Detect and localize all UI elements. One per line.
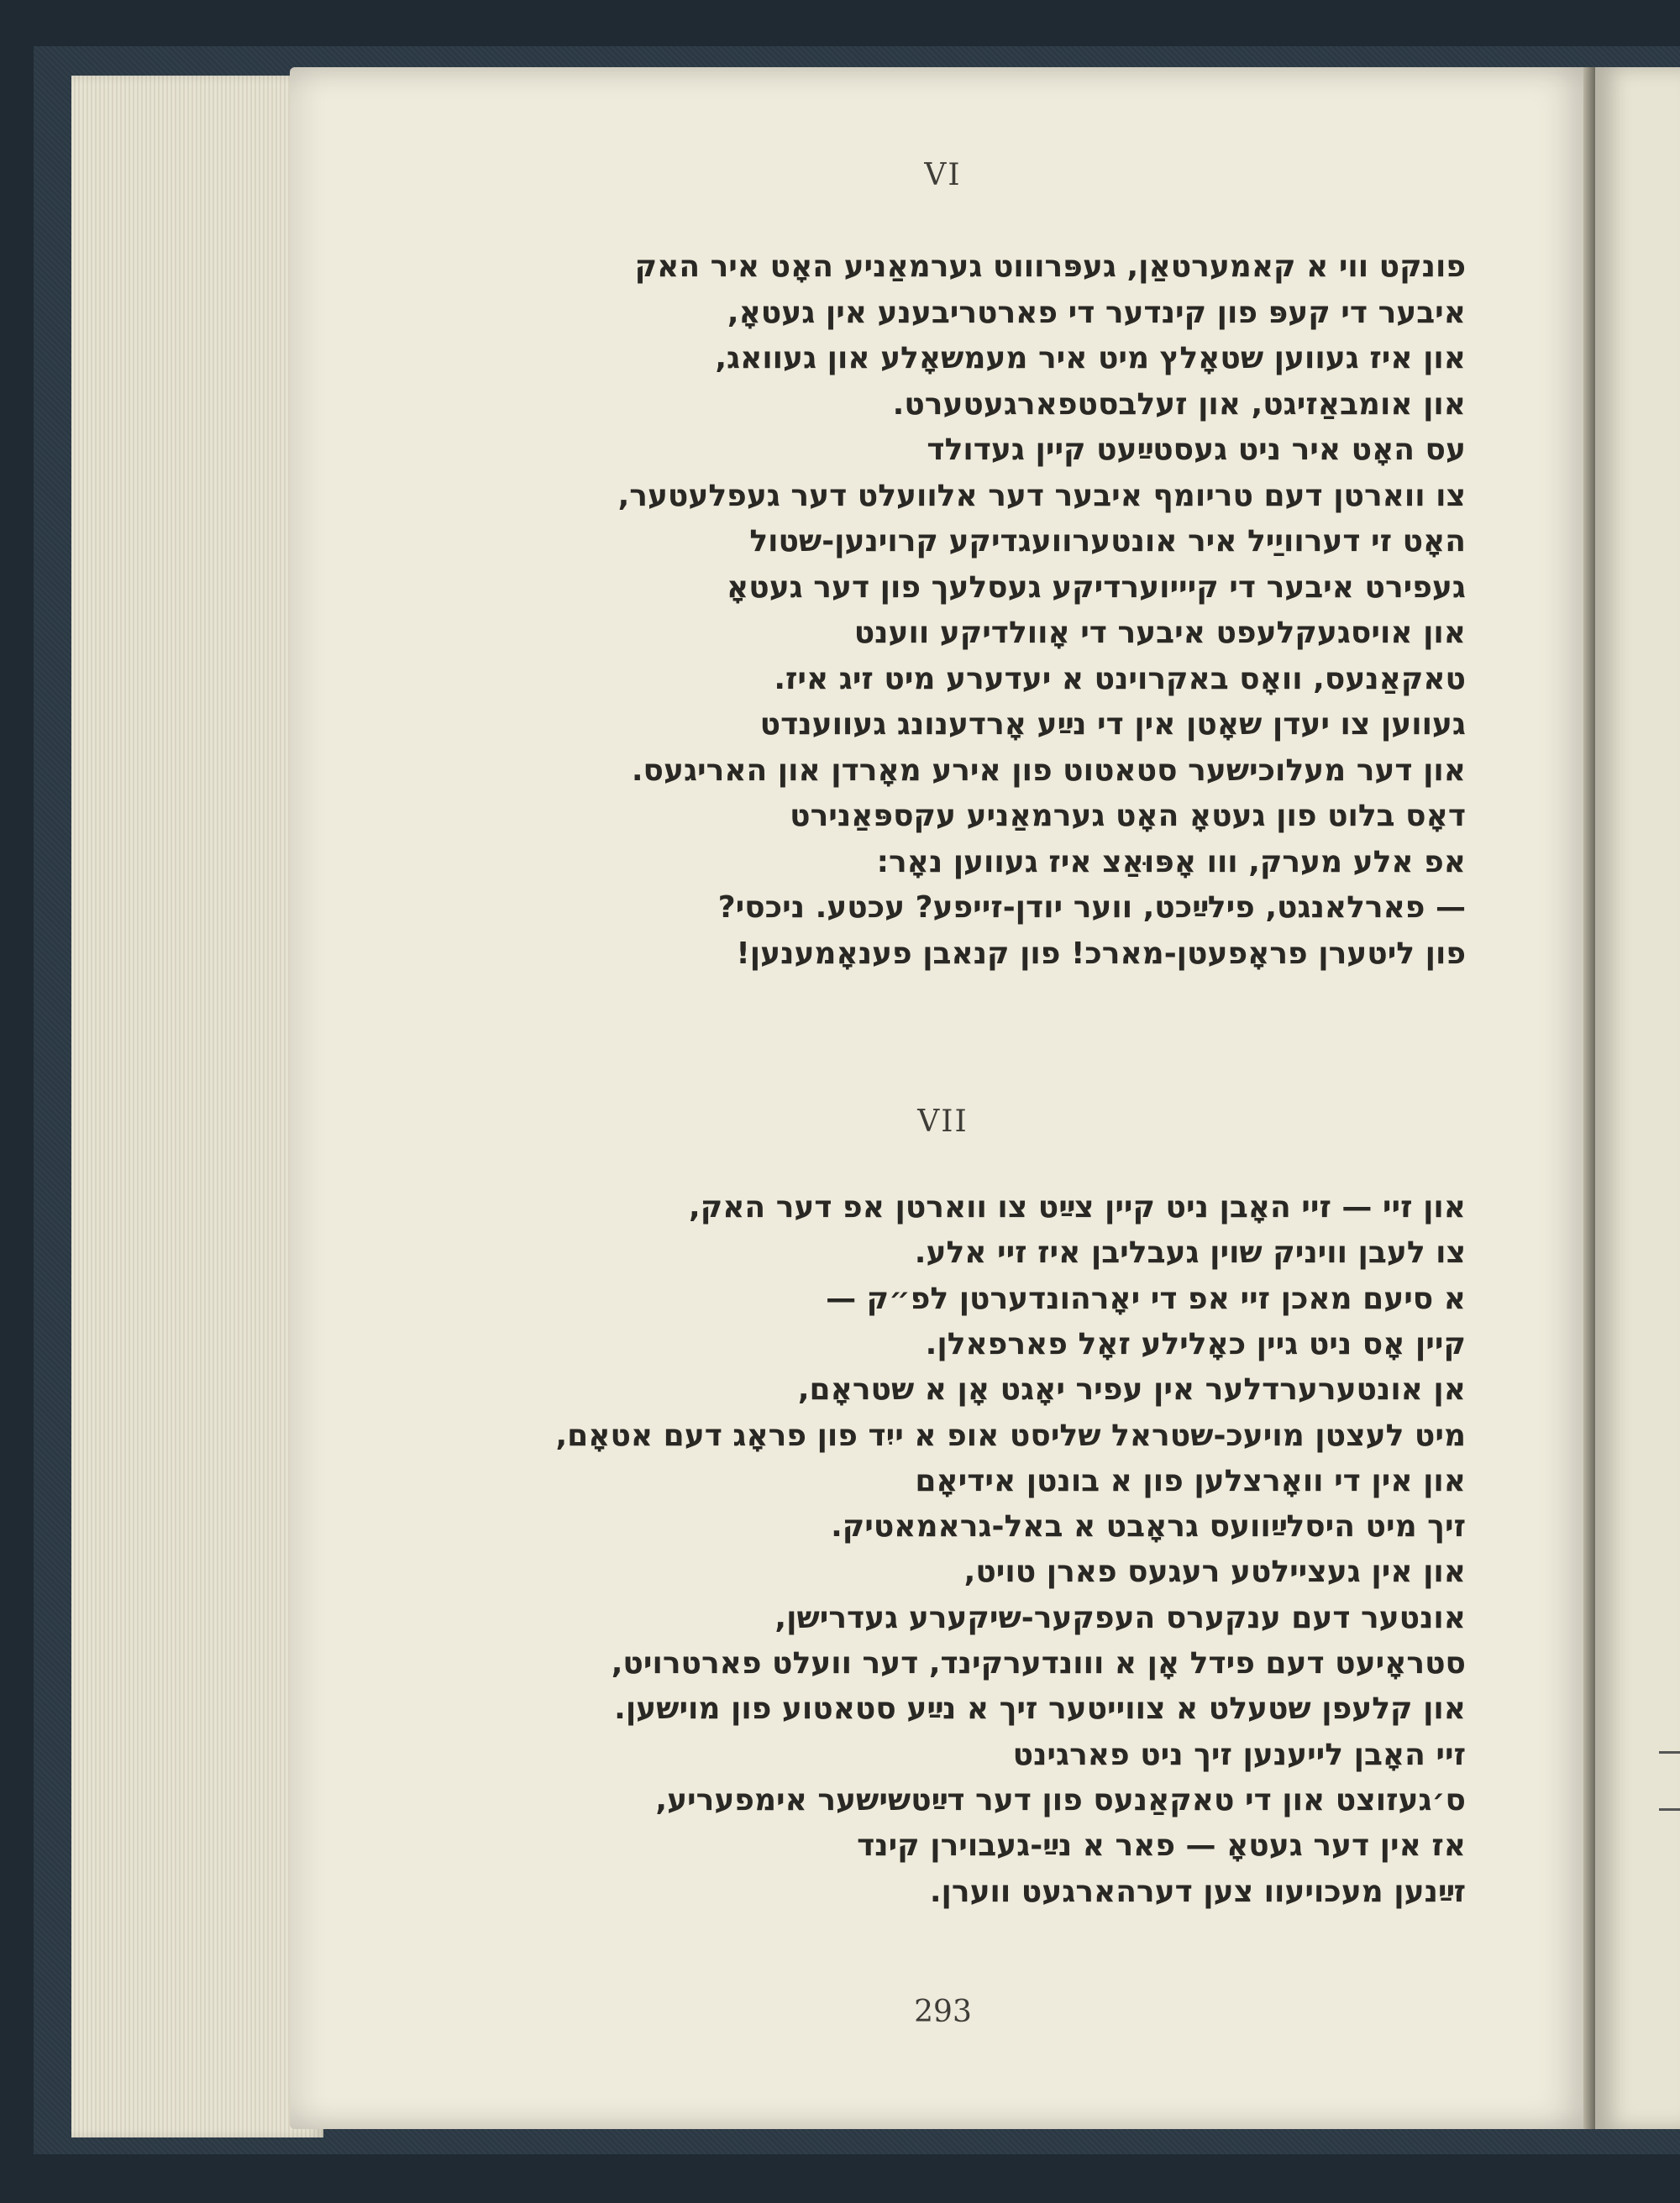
section-vi-line: און איז געווען שטאָלץ מיט איר מעמשאָלע און געוואג, (715, 341, 1466, 375)
section-vii-line: און אין די וואָרצלען פון א בונטן אידיאָם (915, 1463, 1466, 1498)
section-vii-line: מיט לעצטן מויעכ-שטראל שליסט אופ א ייִד פון פראָג דעם אטאָם, (555, 1418, 1466, 1453)
section-vii-line: אז אין דער געטאָ — פאר א נײַ-געבוירן קינד (857, 1828, 1466, 1864)
section-vi-line: איבער די קעפּ פון קינדער די פארטריבענע אין געטאָ, (727, 295, 1466, 330)
section-vi-line: געווען צו יעדן שאָטן אין די נײַע אָרדענונג געווענדט (759, 707, 1466, 742)
section-vi-line: און דער מעלוכישער סטאטוט פון אירע מאָרדן און האריגעס. (631, 753, 1466, 788)
section-vii-line: קיין אָס ניט גיין כאָלילע זאָל פארפאלן. (925, 1326, 1466, 1361)
section-vi-line: אפ אלע מערק, ווו אָפּוּאַצ איז געווען נאָר: (876, 844, 1466, 879)
section-heading-vii: VII (917, 1104, 969, 1139)
section-vi-line: פונקט ווי א קאמערטאַן, געפּרוווט גערמאַניע האָט איר האק (634, 249, 1466, 284)
page-number: 293 (914, 1995, 972, 2029)
section-vii-line: זיך מיט היסלײַוועס גראָבט א באל-גראמאטיק. (831, 1509, 1466, 1545)
section-vii-line: סטראָיעט דעם פידל אָן א ווונדערקינד, דער וועלט פארטרויט, (611, 1646, 1466, 1681)
section-vi-line: געפירט איבער די קיייוערדיקע געסלעך פון דער געטאָ (727, 569, 1466, 605)
book-page (290, 67, 1596, 2129)
section-vi-line: האָט זי דערוויַיל איר אונטערוועגדיקע קרוינען-שטול (749, 524, 1466, 559)
section-vii-line: אן אונטערערדלער אין עפיר יאָגט אָן א שטראָם, (797, 1372, 1466, 1408)
section-vii-line: צו לעבן וויניק שוין געבליבן איז זיי אלע. (914, 1235, 1466, 1271)
section-vi-line: עס האָט איר ניט געסטײַעט קיין געדולד (927, 433, 1466, 467)
section-vii-line: זײַנען מעכויעוו צען דערהארגעט ווערן. (929, 1874, 1466, 1909)
section-vi-line: און אומבאַזיגט, און זעלבסטפארגעטערט. (892, 386, 1466, 422)
section-vi-line: דאָס בלוט פון געטאָ האָט גערמאַניע עקספּאַנירט (790, 799, 1466, 833)
section-vi-line: — פארלאנגט, פילײַכט, ווער יודן-זייפע? עכטע. ניכסי? (717, 890, 1466, 925)
section-vii-line: און אין געציילטע רעגעס פארן טויט, (963, 1555, 1466, 1590)
page-edges (71, 76, 323, 2137)
section-heading-vi: VI (924, 158, 962, 192)
book-gutter (1583, 67, 1595, 2129)
next-page-marks (1659, 1751, 1680, 1865)
section-vii-line: ס׳געזוצט און די טאקאַנעס פון דער דײַטשישער אימפעריע, (655, 1782, 1466, 1817)
section-vii-line: און קלעפן שטעלט א צווייטער זיך א נײַע סטאטוע פון מוישען. (614, 1692, 1466, 1727)
section-vii-line: א סיעם מאכן זיי אפ די יאָרהונדערטן לפ״ק — (826, 1281, 1466, 1316)
section-vi-line: און אויסגעקלעפט איבער די אָוולדיקע ווענט (853, 616, 1466, 650)
section-vii-line: אונטער דעם ענקערס העפקער-שיקערע געדרישן, (774, 1600, 1466, 1635)
section-vi-line: צו ווארטן דעם טריומף איבער דער אלוועלט דער געפלעטער, (617, 478, 1466, 513)
section-vi-line: פון ליטערן פראָפעטן-מארכ! פון קנאבן פענאָמענען! (736, 936, 1466, 971)
section-vii-line: און זיי — זיי האָבן ניט קיין צײַט צו ווארטן אפ דער האק, (689, 1190, 1466, 1225)
section-vi-line: טאקאַנעס, וואָס באקרוינט א יעדערע מיט זיג איז. (774, 661, 1466, 696)
section-vii-line: זיי האָבן לייענען זיך ניט פארגינט (1012, 1737, 1466, 1772)
